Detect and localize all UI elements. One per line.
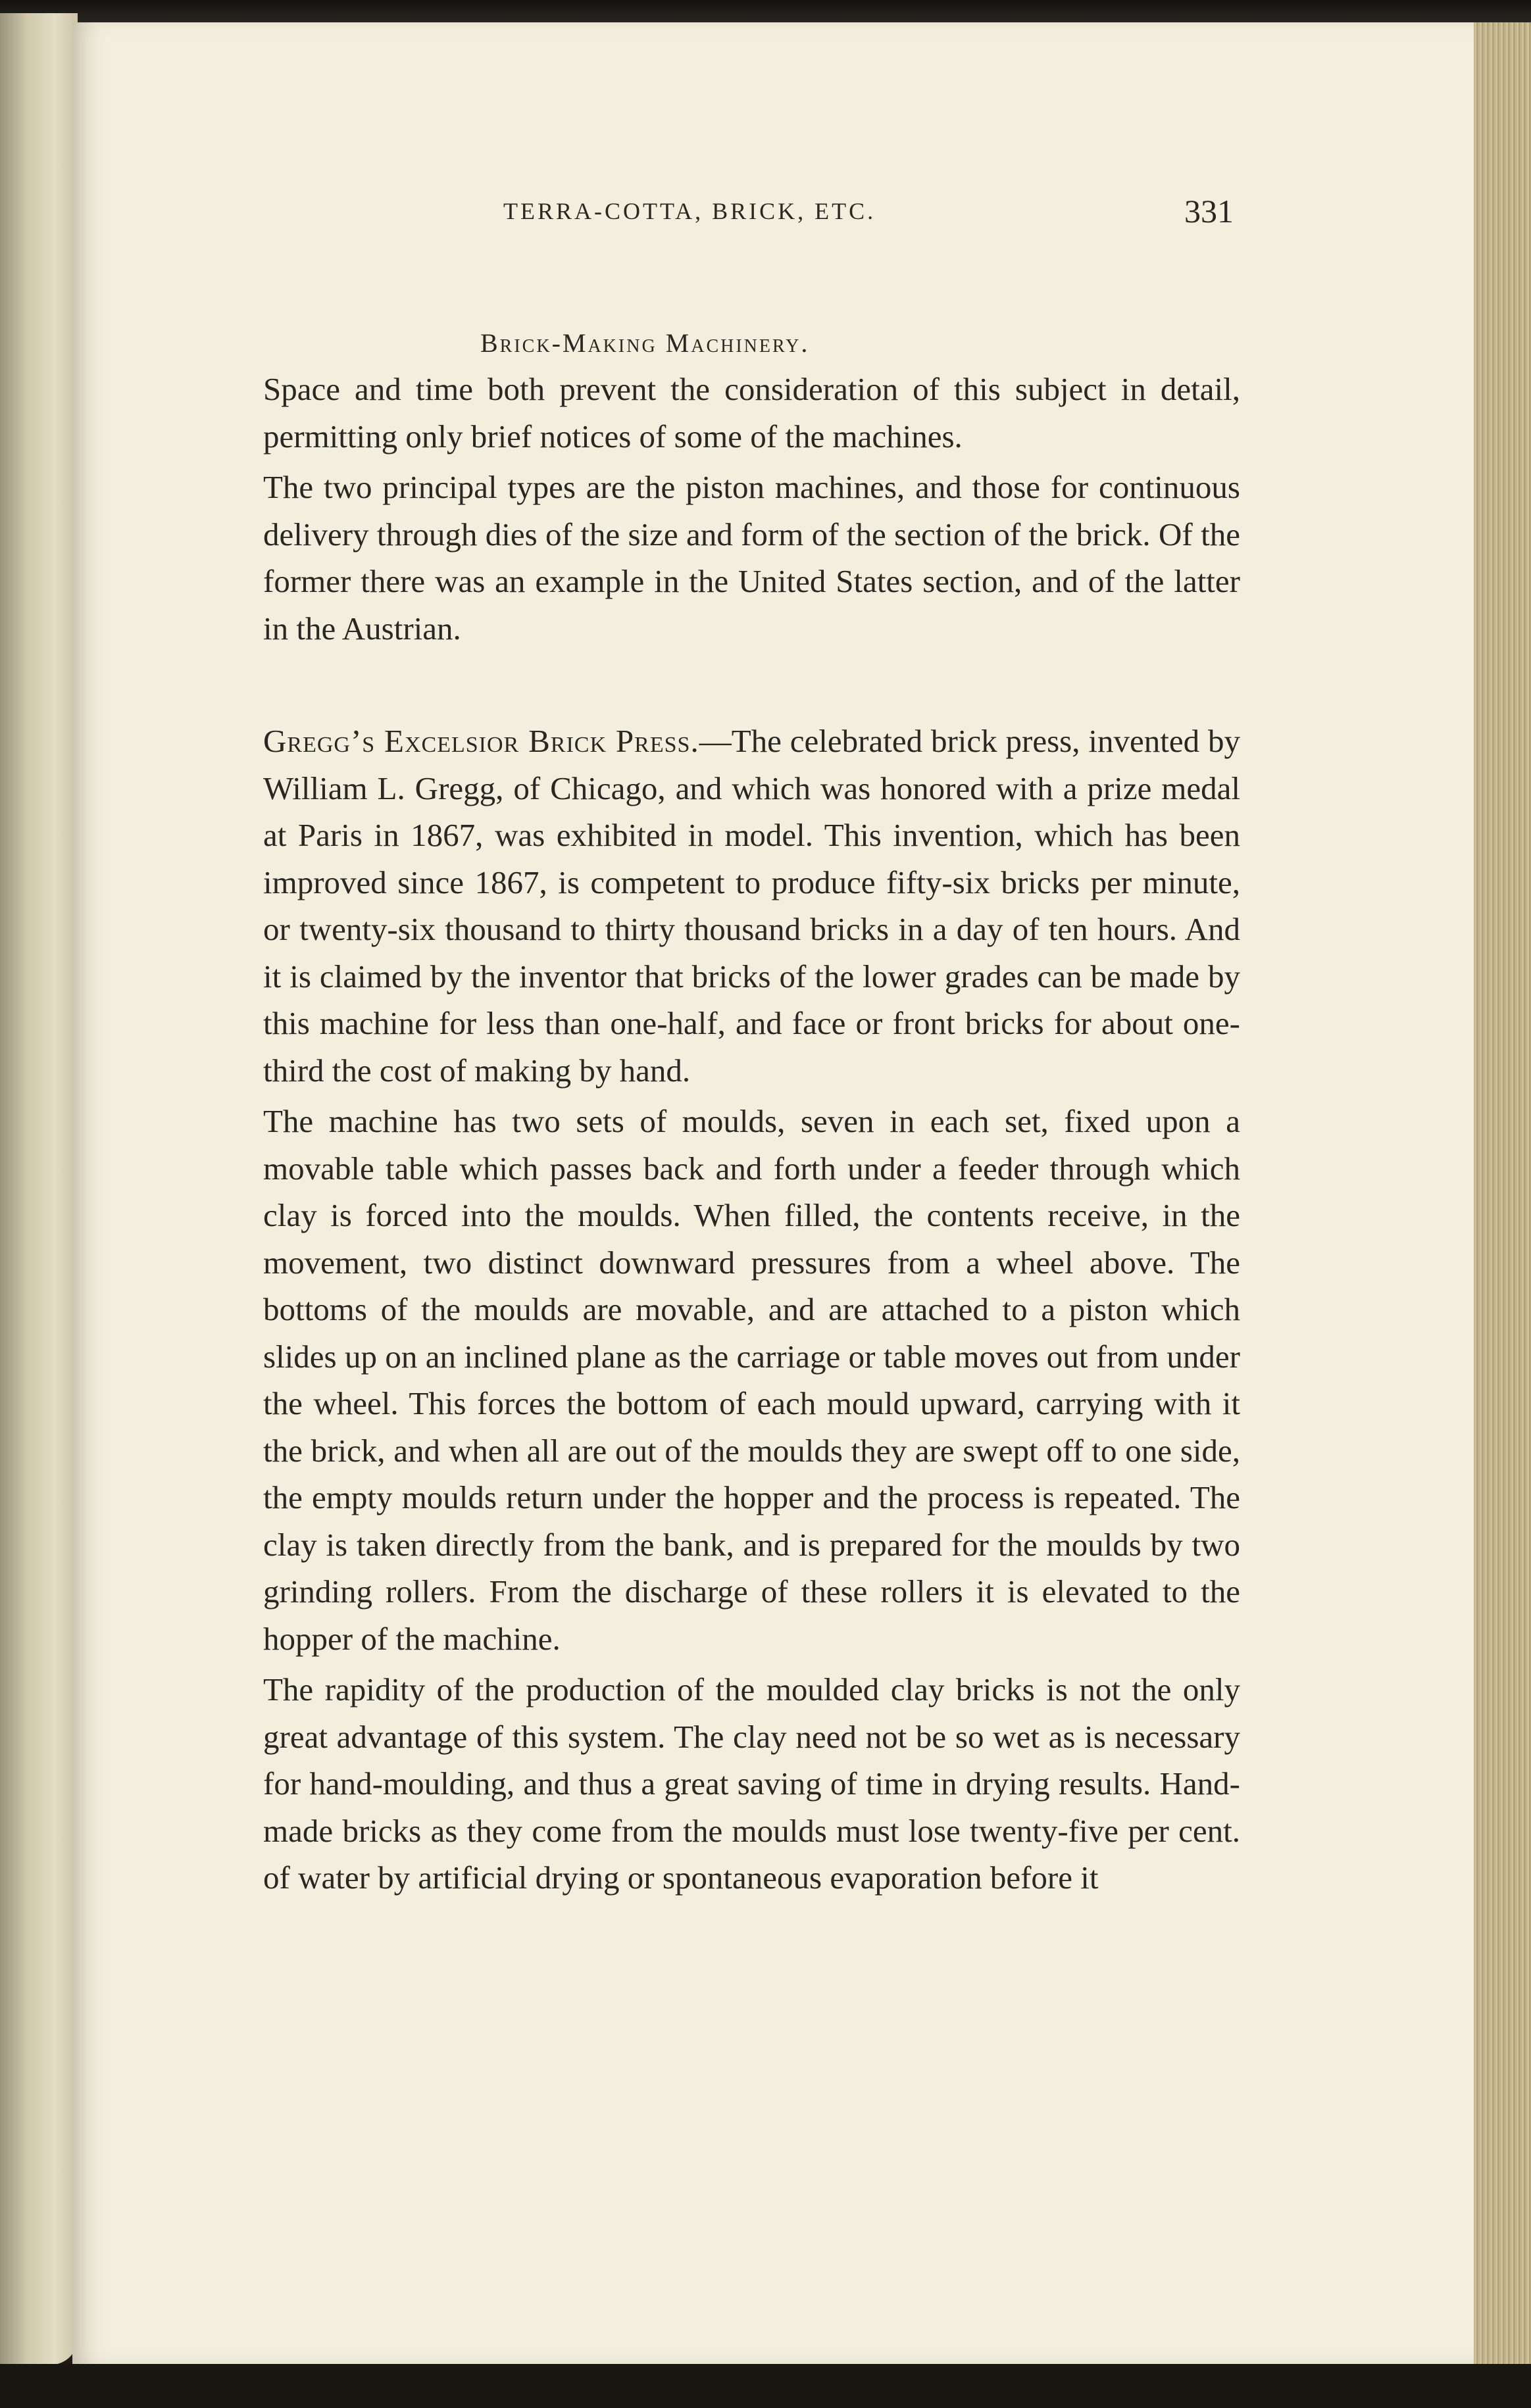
page-number: 331 [1184, 193, 1234, 230]
paragraph-text: The two principal types are the piston machines, and those for continuous delivery through dies of the size and form of the section of the brick. Of the former there was an example in the United States section, and of the latter in the Austrian. [263, 469, 1240, 647]
paragraph-text: Space and time both prevent the consideration of this subject in detail, permitting only brief notices of some of the machines. [263, 371, 1240, 455]
paragraph-gregg-press [263, 718, 1240, 1094]
page-stack-edge [1474, 22, 1531, 2364]
running-head [263, 158, 1240, 230]
running-title: TERRA-COTTA, BRICK, ETC. [503, 198, 876, 224]
paragraph-text: —The celebrated brick press, invented by William L. Gregg, of Chicago, and which was honored with a prize medal at Paris in 1867, was exhibited in model. This invention, which has been improved since 1867, is competent to produce fifty-six bricks per minute, or twenty-six thousand to thirty thousand bricks in a day of ten hours. And it is claimed by the inventor that bricks of the lower grades can be made by this machine for less than one-half, and face or front bricks for about one-third the cost of making by hand. [263, 723, 1241, 1089]
paragraph-text: The machine has two sets of moulds, seven in each set, fixed upon a movable table which passes back and forth under a feeder through which clay is forced into the moulds. When filled, the contents receive, in the movement, two distinct downward pressures from a wheel above. The bottoms of the moulds are movable, and are attached to a piston which slides up on an inclined plane as the carriage or table moves out from under the wheel. This forces the bottom of each mould upward, carrying with it the brick, and when all are out of the moulds they are swept off to one side, the empty moulds return under the hopper and the process is repeated. The clay is taken directly from the bank, and is prepared for the moulds by two grinding rollers. From the discharge of these rollers it is elevated to the hopper of the machine. [263, 1103, 1240, 1657]
section-title: Brick-Making Machinery. [480, 328, 810, 358]
book-bottom-edge [0, 2364, 1531, 2408]
facing-page-edge [0, 13, 78, 2365]
paragraph-rapidity [263, 1666, 1240, 1902]
paragraph-text: The rapidity of the production of the moulded clay bricks is not the only great advantage of this system. The clay need not be so wet as is necessary for hand-moulding, and thus a great saving of time in drying results. Hand-made bricks as they come from the moulds must lose twenty-five per cent. of water by artificial drying or spontaneous evaporation before it [263, 1671, 1240, 1896]
paragraph-lead-heading: Gregg’s Excelsior Brick Press. [263, 723, 699, 759]
page-text [263, 158, 1240, 1902]
paragraph-intro [263, 366, 1240, 460]
paragraph-moulds [263, 1098, 1240, 1662]
paragraph-types [263, 464, 1240, 652]
